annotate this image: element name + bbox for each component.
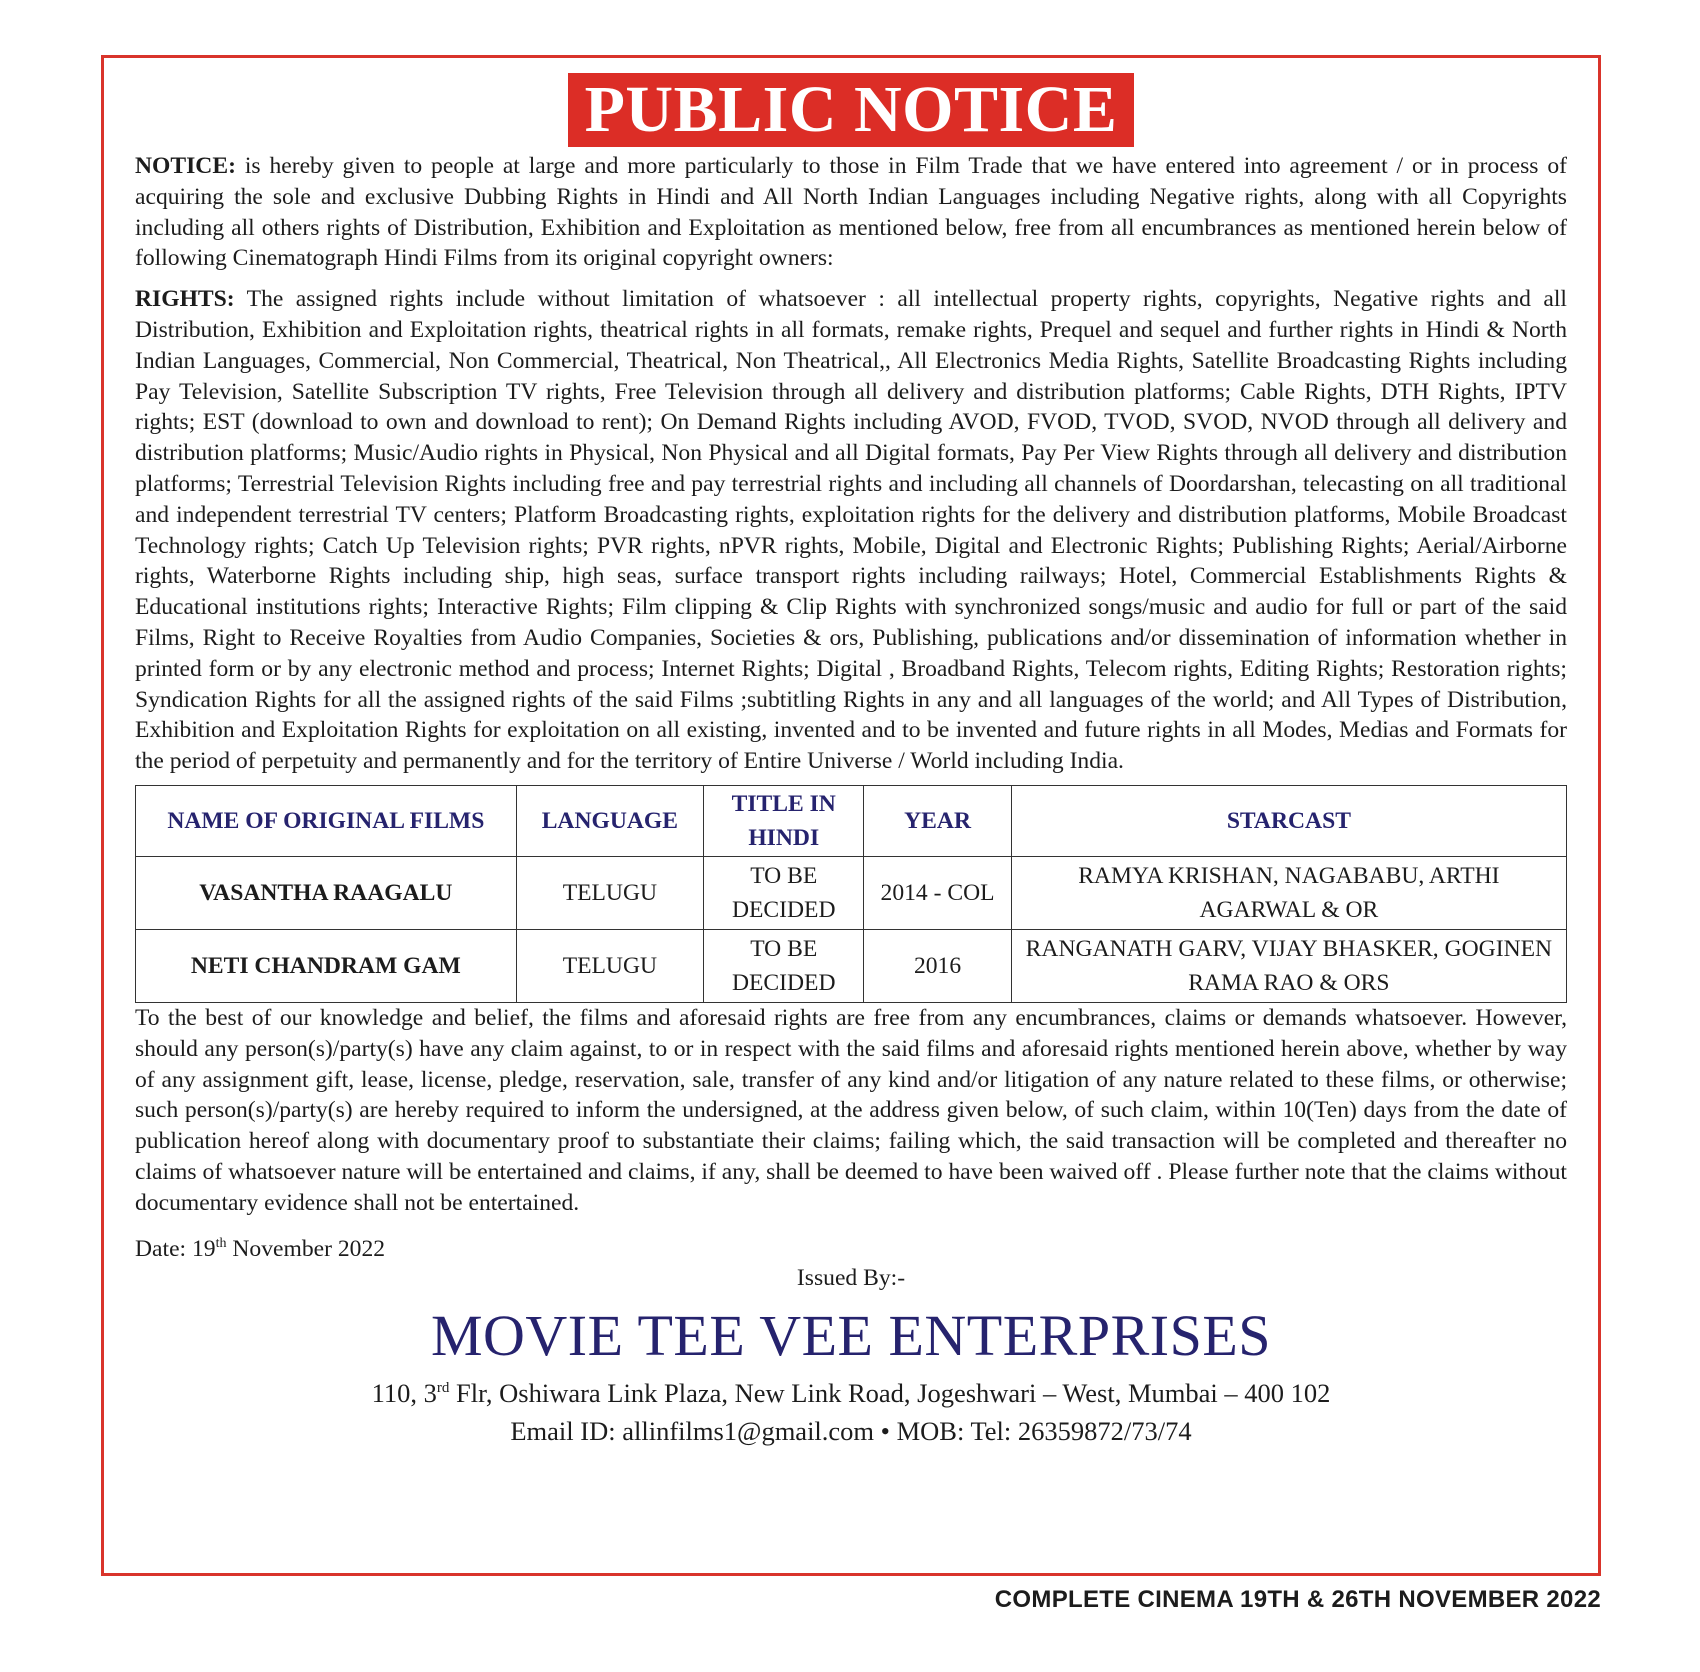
rights-text: The assigned rights include without limitation of whatsoever : all intellectual property rights, copyrights, Negative rights and all Distribution, Exhibition and Exploitation rights, theatrical rights in all formats, remake rights, Prequel and sequel and further rights in Hindi & North Indian Languages, Commercial, Non Commercial, Theatrical, Non Theatrical,, All Electronics Media Rights, Satellite Broadcasting Rights including Pay Television, Satellite Subscription TV rights, Free Television through all delivery and distribution platforms; Cable Rights, DTH Rights, IPTV rights; EST (download to own and download to rent); On Demand Rights including AVOD, FVOD, TVOD, SVOD, NVOD through all delivery and distribution platforms; Music/Audio rights in Physical, Non Physical and all Digital formats, Pay Per View Rights through all delivery and distribution platforms; Terrestrial Television Rights including free and pay terrestrial rights and including all channels of Doordarshan, telecasting on all traditional and independent terrestrial TV centers; Platform Broadcasting rights, exploitation rights for the delivery and distribution platforms, Mobile Broadcast Technology rights; Catch Up Television rights; PVR rights, nPVR rights, Mobile, Digital and Electronic Rights; Publishing Rights; Aerial/Airborne rights, Waterborne Rights including ship, high seas, surface transport rights including railways; Hotel, Commercial Establishments Rights & Educational institutions rights; Interactive Rights; Film clipping & Clip Rights with synchronized songs/music and audio for full or part of the said Films, Right to Receive Royalties from Audio Companies, Societies & ors, Publishing, publications and/or dissemination of information whether in printed form or by any electronic method and process; Internet Rights; Digital , Broadband Rights, Telecom rights, Editing Rights; Restoration rights; Syndication Rights for all the assigned rights of the said Films ;subtitling Rights in any and all languages of the world; and All Types of Distribution, Exhibition and Exploitation Rights for exploitation on all existing, invented and to be invented and future rights in all Modes, Medias and Formats for the period of perpetuity and permanently and for the territory of Entire Universe / World including India.	[135, 286, 1567, 775]
notice-paragraph	[135, 151, 1567, 274]
film-name-cell: VASANTHA RAAGALU	[136, 856, 517, 929]
table-row	[136, 856, 1567, 929]
film-name-cell: NETI CHANDRAM GAM	[136, 929, 517, 1002]
publication-footer: COMPLETE CINEMA 19TH & 26TH NOVEMBER 2022	[994, 1586, 1601, 1613]
header-language: LANGUAGE	[516, 785, 703, 856]
header-year: YEAR	[864, 785, 1011, 856]
header-starcast: STARCAST	[1011, 785, 1566, 856]
notice-date	[135, 1229, 1567, 1264]
starcast-cell: RANGANATH GARV, VIJAY BHASKER, GOGINEN RAMA RAO & ORS	[1011, 929, 1566, 1002]
rights-label: RIGHTS:	[135, 286, 235, 313]
table-header-row	[136, 785, 1567, 856]
company-address	[135, 1371, 1567, 1410]
language-cell: TELUGU	[516, 929, 703, 1002]
header-title-hindi: TITLE IN HINDI	[704, 785, 864, 856]
year-cell: 2014 - COL	[864, 856, 1011, 929]
company-contact: Email ID: allinfilms1@gmail.com • MOB: Tel: 26359872/73/74	[510, 1416, 1192, 1447]
title-hindi-cell: TO BE DECIDED	[704, 856, 864, 929]
date-prefix: Date: 19	[135, 1235, 216, 1262]
date-superscript: th	[215, 1235, 227, 1251]
table-row	[136, 929, 1567, 1002]
notice-content	[135, 151, 1567, 1448]
address-prefix: 110, 3	[371, 1378, 437, 1409]
starcast-cell: RAMYA KRISHAN, NAGABABU, ARTHI AGARWAL & OR	[1011, 856, 1566, 929]
notice-text: is hereby given to people at large and more particularly to those in Film Trade that we have entered into agreement / or in process of acquiring the sole and exclusive Dubbing Rights in Hindi and All North Indian Languages including Negative rights, along with all Copyrights including all others rights of Distribution, Exhibition and Exploitation as mentioned below, free from all encumbrances as mentioned herein below of following Cinematograph Hindi Films from its original copyright owners:	[135, 153, 1567, 272]
address-suffix: Flr, Oshiwara Link Plaza, New Link Road, Jogeshwari – West, Mumbai – 400 102	[449, 1378, 1331, 1409]
company-name: MOVIE TEE VEE ENTERPRISES	[430, 1303, 1272, 1369]
rights-paragraph	[135, 284, 1567, 777]
title-wrap	[104, 73, 1598, 147]
header-film-name: NAME OF ORIGINAL FILMS	[136, 785, 517, 856]
year-cell: 2016	[864, 929, 1011, 1002]
closing-paragraph: To the best of our knowledge and belief, the films and aforesaid rights are free from any encumbrances, claims or demands whatsoever. However, should any person(s)/party(s) have any claim against, to or in respect with the said films and aforesaid rights mentioned herein above, whether by way of any assignment gift, lease, license, pledge, reservation, sale, transfer of any kind and/or litigation of any nature related to these films, or otherwise; such person(s)/party(s) are hereby required to inform the undersigned, at the address given below, of such claim, within 10(Ten) days from the date of publication hereof along with documentary proof to substantiate their claims; failing which, the said transaction will be completed and thereafter no claims of whatsoever nature will be entertained and claims, if any, shall be deemed to have been waived off . Please further note that the claims without documentary evidence shall not be entertained.	[135, 1004, 1567, 1216]
title-hindi-cell: TO BE DECIDED	[704, 929, 864, 1002]
date-suffix: November 2022	[226, 1235, 386, 1262]
notice-title: PUBLIC NOTICE	[568, 73, 1135, 147]
films-table	[135, 785, 1567, 1003]
language-cell: TELUGU	[516, 856, 703, 929]
issued-by: Issued By:-	[796, 1265, 906, 1292]
address-superscript: rd	[436, 1380, 450, 1397]
notice-frame	[101, 55, 1601, 1576]
notice-label: NOTICE:	[135, 153, 236, 179]
